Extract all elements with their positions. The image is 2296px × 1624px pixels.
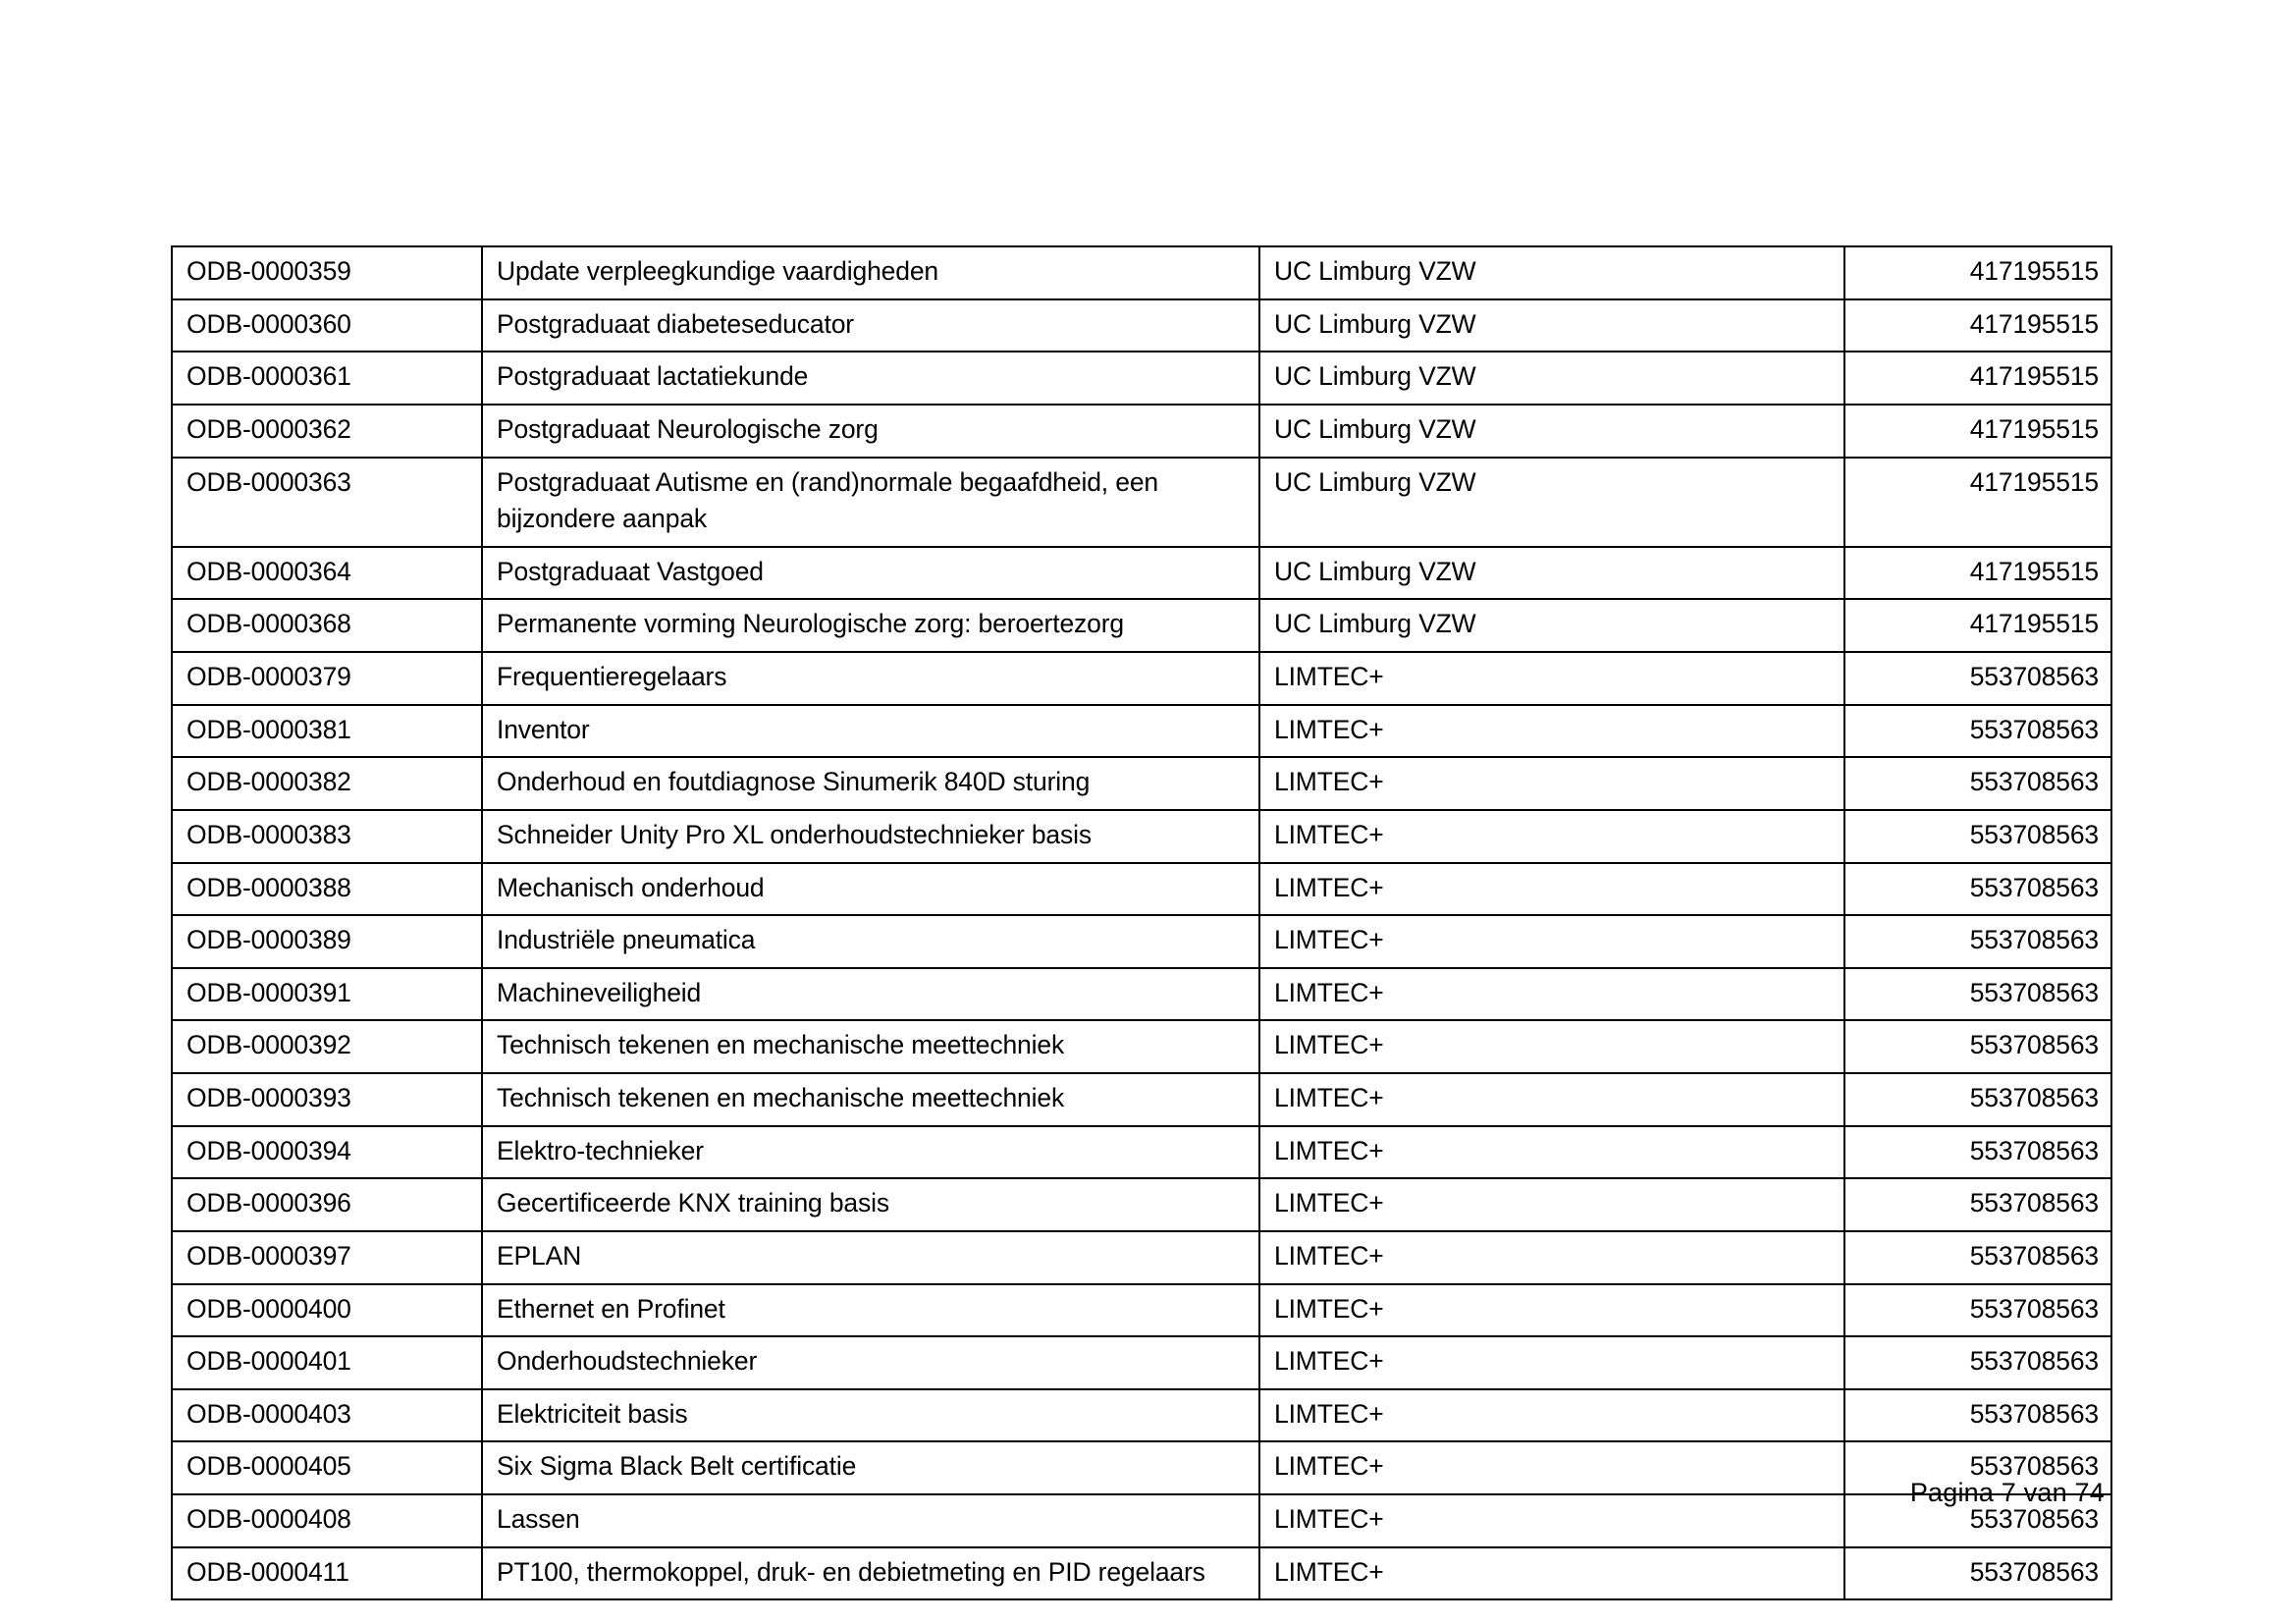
table-row	[172, 1178, 2111, 1231]
table-cell-provider: LIMTEC+	[1259, 1231, 1844, 1284]
table-cell-provider: UC Limburg VZW	[1259, 246, 1844, 299]
table-row	[172, 1231, 2111, 1284]
table-cell-code: ODB-0000360	[172, 299, 482, 352]
table-row	[172, 1073, 2111, 1126]
table-cell-provider: LIMTEC+	[1259, 652, 1844, 705]
table-cell-provider: LIMTEC+	[1259, 968, 1844, 1021]
table-cell-title: Gecertificeerde KNX training basis	[482, 1178, 1259, 1231]
table-cell-provider: LIMTEC+	[1259, 915, 1844, 968]
table-cell-number: 553708563	[1844, 1178, 2111, 1231]
table-row	[172, 405, 2111, 458]
table-cell-number: 553708563	[1844, 1020, 2111, 1073]
table-cell-code: ODB-0000397	[172, 1231, 482, 1284]
register-table-body	[172, 246, 2111, 1599]
table-cell-title: Update verpleegkundige vaardigheden	[482, 246, 1259, 299]
table-cell-provider: LIMTEC+	[1259, 810, 1844, 863]
table-cell-number: 417195515	[1844, 299, 2111, 352]
table-cell-number: 417195515	[1844, 547, 2111, 600]
table-cell-provider: UC Limburg VZW	[1259, 547, 1844, 600]
table-cell-number: 553708563	[1844, 915, 2111, 968]
table-row	[172, 968, 2111, 1021]
register-table-container	[171, 245, 2110, 1600]
page-footer	[0, 1478, 2296, 1508]
table-cell-title: Postgraduaat Autisme en (rand)normale begaafdheid, een bijzondere aanpak	[482, 458, 1259, 547]
table-cell-code: ODB-0000388	[172, 863, 482, 916]
register-table	[171, 245, 2112, 1600]
table-cell-number: 553708563	[1844, 1389, 2111, 1442]
table-cell-code: ODB-0000400	[172, 1284, 482, 1337]
table-cell-title: Elektriciteit basis	[482, 1389, 1259, 1442]
table-cell-title: EPLAN	[482, 1231, 1259, 1284]
table-row	[172, 599, 2111, 652]
page-number-label: Pagina 7 van 74	[1909, 1478, 2105, 1507]
table-row	[172, 863, 2111, 916]
table-cell-title: Ethernet en Profinet	[482, 1284, 1259, 1337]
table-cell-provider: LIMTEC+	[1259, 757, 1844, 810]
table-cell-title: Postgraduaat diabeteseducator	[482, 299, 1259, 352]
table-cell-title: Postgraduaat Neurologische zorg	[482, 405, 1259, 458]
table-cell-provider: UC Limburg VZW	[1259, 599, 1844, 652]
table-cell-provider: UC Limburg VZW	[1259, 405, 1844, 458]
table-cell-code: ODB-0000411	[172, 1547, 482, 1600]
table-row	[172, 915, 2111, 968]
table-cell-title: Technisch tekenen en mechanische meettechniek	[482, 1020, 1259, 1073]
table-row	[172, 1284, 2111, 1337]
table-cell-title: Lassen	[482, 1494, 1259, 1547]
table-cell-provider: UC Limburg VZW	[1259, 352, 1844, 405]
table-cell-provider: LIMTEC+	[1259, 1336, 1844, 1389]
table-cell-provider: LIMTEC+	[1259, 863, 1844, 916]
table-cell-number: 553708563	[1844, 1547, 2111, 1600]
table-cell-title: Technisch tekenen en mechanische meettechniek	[482, 1073, 1259, 1126]
table-cell-title: Permanente vorming Neurologische zorg: beroertezorg	[482, 599, 1259, 652]
table-cell-code: ODB-0000368	[172, 599, 482, 652]
table-cell-code: ODB-0000391	[172, 968, 482, 1021]
table-cell-provider: LIMTEC+	[1259, 1494, 1844, 1547]
table-cell-number: 417195515	[1844, 458, 2111, 547]
table-cell-title: Onderhoudstechnieker	[482, 1336, 1259, 1389]
table-row	[172, 1389, 2111, 1442]
table-row	[172, 1547, 2111, 1600]
table-cell-title: Postgraduaat Vastgoed	[482, 547, 1259, 600]
table-cell-code: ODB-0000405	[172, 1441, 482, 1494]
table-cell-number: 553708563	[1844, 705, 2111, 758]
table-cell-number: 417195515	[1844, 246, 2111, 299]
table-cell-code: ODB-0000379	[172, 652, 482, 705]
table-cell-code: ODB-0000381	[172, 705, 482, 758]
table-row	[172, 299, 2111, 352]
table-row	[172, 705, 2111, 758]
table-cell-number: 553708563	[1844, 810, 2111, 863]
table-cell-code: ODB-0000394	[172, 1126, 482, 1179]
table-cell-code: ODB-0000382	[172, 757, 482, 810]
table-row	[172, 352, 2111, 405]
table-cell-number: 553708563	[1844, 1336, 2111, 1389]
table-cell-code: ODB-0000401	[172, 1336, 482, 1389]
table-cell-number: 553708563	[1844, 1284, 2111, 1337]
table-cell-provider: UC Limburg VZW	[1259, 458, 1844, 547]
table-cell-provider: UC Limburg VZW	[1259, 299, 1844, 352]
table-cell-title: Inventor	[482, 705, 1259, 758]
table-cell-number: 553708563	[1844, 1441, 2111, 1494]
table-cell-code: ODB-0000364	[172, 547, 482, 600]
table-cell-provider: LIMTEC+	[1259, 1073, 1844, 1126]
table-cell-provider: LIMTEC+	[1259, 1547, 1844, 1600]
table-row	[172, 757, 2111, 810]
table-cell-number: 417195515	[1844, 405, 2111, 458]
table-cell-title: Machineveiligheid	[482, 968, 1259, 1021]
table-cell-code: ODB-0000363	[172, 458, 482, 547]
table-cell-provider: LIMTEC+	[1259, 1284, 1844, 1337]
table-cell-code: ODB-0000361	[172, 352, 482, 405]
table-cell-title: Postgraduaat lactatiekunde	[482, 352, 1259, 405]
table-cell-code: ODB-0000408	[172, 1494, 482, 1547]
table-row	[172, 246, 2111, 299]
table-cell-title: Frequentieregelaars	[482, 652, 1259, 705]
table-cell-code: ODB-0000393	[172, 1073, 482, 1126]
table-cell-code: ODB-0000383	[172, 810, 482, 863]
table-cell-number: 417195515	[1844, 599, 2111, 652]
table-cell-number: 553708563	[1844, 652, 2111, 705]
table-row	[172, 810, 2111, 863]
table-row	[172, 1126, 2111, 1179]
table-cell-number: 553708563	[1844, 757, 2111, 810]
table-cell-code: ODB-0000389	[172, 915, 482, 968]
table-cell-provider: LIMTEC+	[1259, 1441, 1844, 1494]
table-cell-number: 553708563	[1844, 1494, 2111, 1547]
table-cell-provider: LIMTEC+	[1259, 1020, 1844, 1073]
table-cell-title: Schneider Unity Pro XL onderhoudstechnieker basis	[482, 810, 1259, 863]
table-cell-number: 553708563	[1844, 968, 2111, 1021]
table-cell-code: ODB-0000403	[172, 1389, 482, 1442]
table-cell-provider: LIMTEC+	[1259, 705, 1844, 758]
table-row	[172, 1020, 2111, 1073]
table-cell-title: Six Sigma Black Belt certificatie	[482, 1441, 1259, 1494]
table-cell-provider: LIMTEC+	[1259, 1389, 1844, 1442]
table-cell-title: Onderhoud en foutdiagnose Sinumerik 840D sturing	[482, 757, 1259, 810]
table-cell-number: 553708563	[1844, 863, 2111, 916]
table-cell-number: 417195515	[1844, 352, 2111, 405]
table-cell-code: ODB-0000392	[172, 1020, 482, 1073]
table-row	[172, 458, 2111, 547]
table-cell-provider: LIMTEC+	[1259, 1126, 1844, 1179]
table-cell-title: Elektro-technieker	[482, 1126, 1259, 1179]
table-cell-code: ODB-0000396	[172, 1178, 482, 1231]
table-cell-code: ODB-0000362	[172, 405, 482, 458]
table-cell-title: Industriële pneumatica	[482, 915, 1259, 968]
table-row	[172, 652, 2111, 705]
table-cell-title: Mechanisch onderhoud	[482, 863, 1259, 916]
table-cell-number: 553708563	[1844, 1231, 2111, 1284]
table-cell-code: ODB-0000359	[172, 246, 482, 299]
table-cell-provider: LIMTEC+	[1259, 1178, 1844, 1231]
table-row	[172, 547, 2111, 600]
table-cell-title: PT100, thermokoppel, druk- en debietmeting en PID regelaars	[482, 1547, 1259, 1600]
table-cell-number: 553708563	[1844, 1073, 2111, 1126]
table-row	[172, 1336, 2111, 1389]
table-cell-number: 553708563	[1844, 1126, 2111, 1179]
